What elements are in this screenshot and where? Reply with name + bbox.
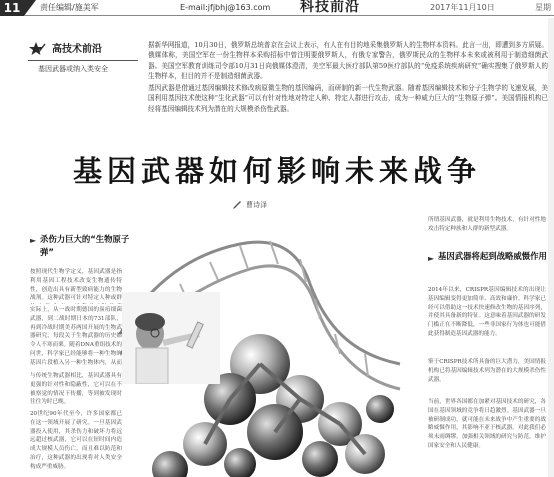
star-icon	[28, 41, 46, 57]
left-paragraph: 与传统生物武器相比，基因武器具有更强的针对性和隐蔽性，它可以在不被察觉的情况下传播，等到被发现时往往为时已晚。	[30, 373, 122, 406]
page-number: 11	[0, 0, 24, 16]
right-paragraph: 鉴于CRISPR技术所具备的巨大潜力，美国情报机构已将基因编辑技术列为潜在的大规模杀伤性武器。	[428, 359, 546, 383]
right-paragraph: 2014年以来，CRISPR基因编辑技术的出现让基因编辑变得更加简单、高效和廉价。科学家已经可以借助这一技术快速修改生物的基因序列，并使其具备新的特征。这意味着基因武器的研发门槛正在不断降低，一些非国家行为体也可能借此获得制造基因武器的能力。	[428, 287, 546, 337]
left-paragraph: 20世纪90年代至今，许多国家都已在这一领域开展了研究。一旦基因武器投入使用，其杀伤力和破坏力将远远超过核武器，它可以在短时间内造成大规模人员伤亡，而且难以防范和治疗，这种武器的出现将对人类安全构成严重威胁。	[30, 411, 122, 470]
heading-arrow-icon: ►	[428, 254, 435, 263]
heading-arrow-icon: ►	[30, 236, 37, 245]
intro-paragraph: 基因武器是借通过基因编辑技术修改病原微生物的基因编码，而研制的新一代生物武器。随着基因编辑技术和分子生物学的飞速发展，美国利用基因技术使这种“生化武器”可以有针对性地对特定人种、特定人群进行攻击，成为一种威力巨大的“生物原子弹”。美国情报机构已经将基因编辑技术列为潜在的大规模杀伤性武器。	[148, 84, 548, 113]
column-label-divider	[28, 60, 138, 61]
article-title: 基因武器如何影响未来战争	[72, 154, 481, 188]
column-subtitle: 基因武器或纳入类安全	[38, 65, 108, 73]
header-divider	[24, 15, 554, 16]
right-paragraph: 当前，世界各国都在加紧对基因技术的研究，各国在基因领域的竞争将日趋激烈。基因武器一旦被研制成功，就可能在未来战争中产生重要的战略威慑作用，其影响不亚于核武器。对此我们必须未雨绸缪，加强相关领域的研究与防范，维护国家安全和人民健康。	[428, 399, 546, 449]
issue-date: 2017年11月10日	[430, 3, 495, 12]
article-author: 曹诗泽	[246, 201, 267, 209]
pen-icon	[232, 200, 242, 210]
section-title: 科技前沿	[300, 0, 360, 15]
left-section-heading: 杀伤力巨大的“生物原子弹”	[40, 234, 130, 257]
right-top-text: 所谓基因武器，就是利用生物技术，有针对性地攻击特定种族和人群的新型武器。	[428, 217, 546, 232]
intro-paragraph: 据新华网报道，10月30日，俄罗斯总统普京在会议上表示，有人在有目的地采集俄罗斯人的生物样本资料。此言一出，即遭到多方质疑。俄媒体称，美国空军在一份生物样本采购招标中曾注明要俄罗斯人，有俄专家警告，俄罗斯民众的生物样本未来或被利用于制造细菌武器。美国空军教育训练司令部10月31日向俄媒体澄清，美空军最大医疗部队第59医疗部队的“免疫系统疾病研究”确实搜集了俄罗斯人的生物样本，但目的并不是制造细菌武器。	[148, 41, 548, 81]
scientist-photo	[122, 292, 220, 384]
editor-email: E-mail:jfjbhj@163.com	[180, 3, 271, 12]
editor-credit: 责任编辑/施美军	[40, 3, 99, 12]
left-paragraph: 实际上，从一战时期德国的炭疽细菌武器，到二战时期日本的731部队，再到冷战时期美苏两国开展的生物武器研究，每段关于生物武器的历史都令人不寒而栗。随着DNA重组技术的问世，科学家已经能够将一种生物的基因片段植入另一种生物体内，从而	[30, 307, 122, 366]
right-section-heading: 基因武器将起到战略威慑作用	[438, 251, 547, 261]
issue-weekday: 星期	[535, 3, 551, 12]
page-number-tab	[24, 0, 36, 16]
left-paragraph: 按照现代生物学定义，基因武器是指利用基因工程技术改变生物遗传特性，创造出具有新型致病能力的生物战剂。这种武器可针对特定人种或群	[30, 269, 122, 302]
page-gutter	[548, 18, 554, 477]
column-label: 高技术前沿	[52, 44, 102, 55]
